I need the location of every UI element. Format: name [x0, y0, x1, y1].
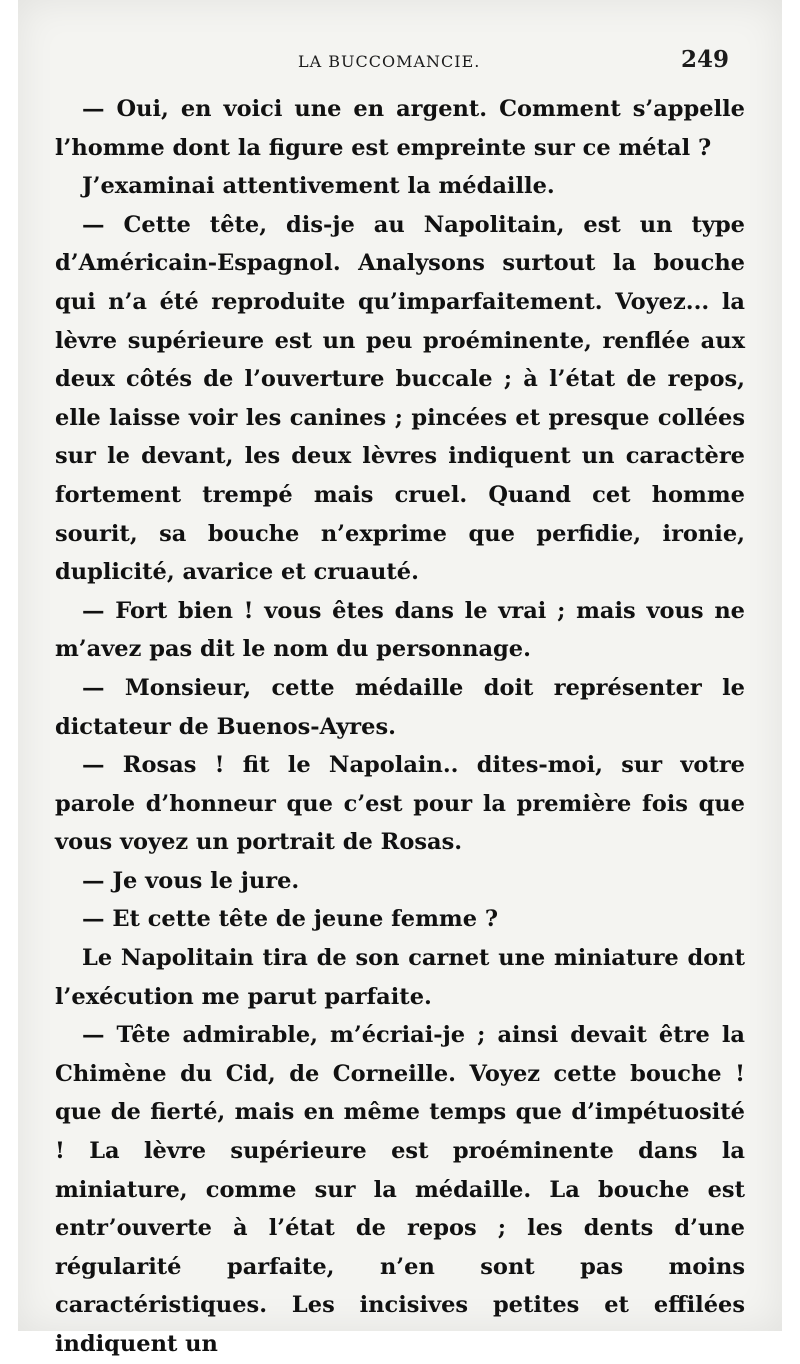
paragraph: — Rosas ! fit le Napolain.. dites-moi, sur votre parole d’honneur que c’est pour la première fois que vous voyez un portrait de Rosas. — [55, 752, 745, 856]
paragraph: — Je vous le jure. — [82, 867, 300, 894]
paragraph: J’examinai attentivement la médaille. — [82, 173, 555, 200]
paragraph: — Et cette tête de jeune femme ? — [82, 906, 499, 933]
book-page — [18, 0, 782, 1357]
paragraph: — Oui, en voici une en argent. Comment s’appelle l’homme dont la figure est empreinte sur ce métal ? — [55, 96, 745, 161]
paragraph: Le Napolitain tira de son carnet une miniature dont l’exécution me parut parfaite. — [55, 945, 745, 1010]
paragraph: — Monsieur, cette médaille doit représenter le dictateur de Buenos-Ayres. — [55, 674, 745, 740]
body-text — [55, 90, 745, 1364]
page-number: 249 — [680, 46, 729, 73]
page-header — [18, 46, 782, 76]
running-title: LA BUCCOMANCIE. — [298, 52, 481, 71]
paragraph: — Cette tête, dis-je au Napolitain, est un type d’Américain-Espagnol. Analysons surtout la bouche qui n’a été reproduite qu’imparfaitement. Voyez... la lèvre supérieure est un peu proéminente, renflée aux deux côtés de l’ouverture buccale ; à l’état de repos, elle laisse voir les canines ; pincées et presque collées sur le devant, les deux lèvres indiquent un caractère fortement trempé mais cruel. Quand cet homme sourit, sa bouche n’exprime que perfidie, ironie, duplicité, avarice et cruauté. — [55, 211, 745, 586]
paragraph: — Tête admirable, m’écriai-je ; ainsi devait être la Chimène du Cid, de Corneille. Voyez cette bouche ! que de fierté, mais en même temps que d’impétuosité ! La lèvre supérieure est proéminente dans la miniature, comme sur la médaille. La bouche est entr’ouverte à l’état de repos ; les dents d’une régularité parfaite, n’en sont pas moins caractéristiques. Les incisives petites et effilées indiquent un — [55, 1022, 745, 1357]
paragraph: — Fort bien ! vous êtes dans le vrai ; mais vous ne m’avez pas dit le nom du personnage. — [55, 597, 745, 663]
